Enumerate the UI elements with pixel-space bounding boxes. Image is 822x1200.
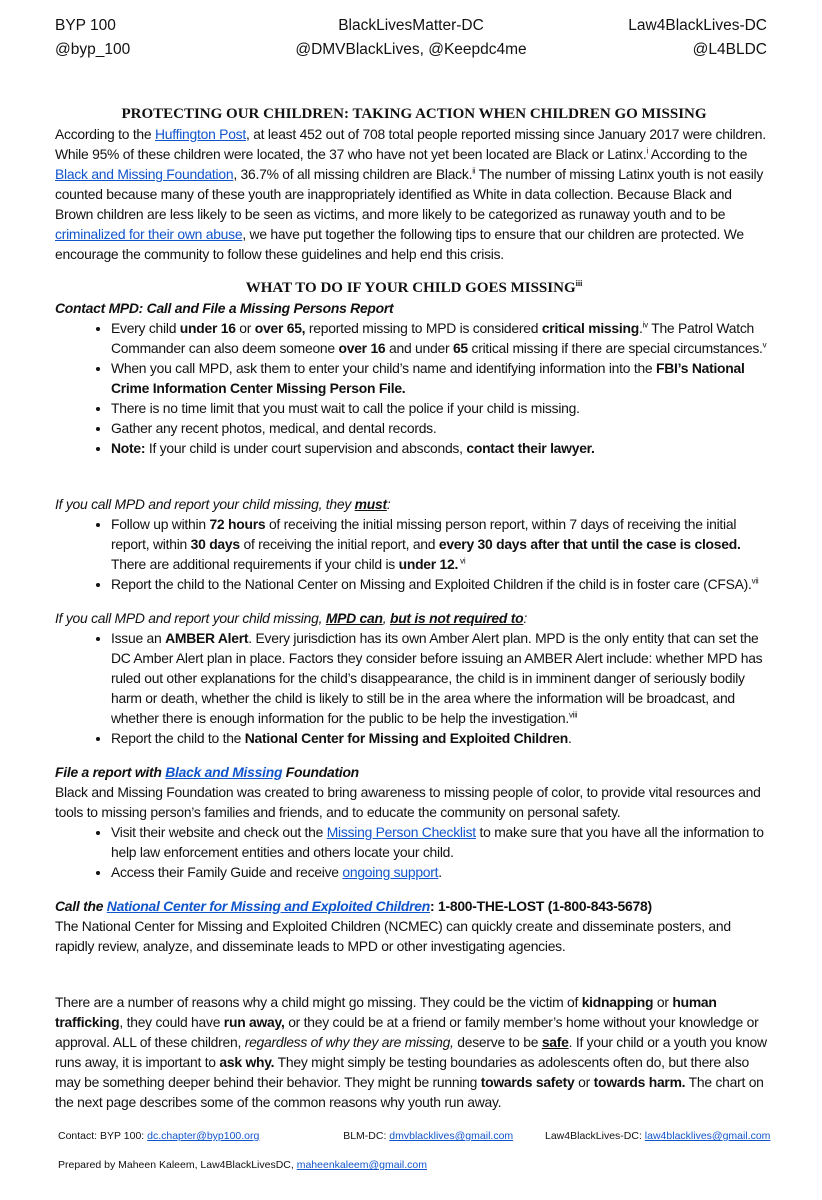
text-run: If you call MPD and report your child missing, xyxy=(55,610,326,626)
text-run: . Every jurisdiction has its own Amber Alert plan. MPD is the only entity that can set the DC Amber Alert plan in place. Factors they consider before issuing an AMBER Alert include: whether MPD has ruled out other explanations for the child’s disappearance, the child is in imminent danger of seriously bodily harm or death, whether the child is likely to still be in the area where the information will be broadcast, and whether there is enough information for the public to be help the investigation. xyxy=(111,630,763,726)
list-item xyxy=(111,398,773,418)
text-run: According to the xyxy=(55,126,155,142)
paragraph xyxy=(55,992,773,1112)
hyperlink[interactable]: National Center for Missing and Exploited Children xyxy=(106,898,431,914)
text-run: Black and Missing Foundation was created to bring awareness to missing people of color, to provide vital resources and tools to missing person’s families and friends, and to educate the community on personal safety. xyxy=(55,784,761,820)
footnote-marker: iii xyxy=(575,279,583,288)
text-run: , they could have xyxy=(119,1014,224,1030)
bullet-list xyxy=(55,628,773,748)
text-run: The Patrol Watch Commander can also deem someone xyxy=(111,320,755,356)
text-run: Contact MPD: Call and File a Missing Persons Report xyxy=(55,300,394,316)
spacer xyxy=(55,264,773,278)
text-run: If you call MPD and report your child missing, they xyxy=(55,496,355,512)
footer-prepared-email-link[interactable]: maheenkaleem@gmail.com xyxy=(296,1159,428,1171)
text-run: There is no time limit that you must wait to call the police if your child is missing. xyxy=(111,400,580,416)
footer-l4bl-label: Law4BlackLives-DC: xyxy=(545,1130,642,1142)
list-item xyxy=(111,438,773,458)
footer-prepared-text: Prepared by Maheen Kaleem, Law4BlackLivesDC, xyxy=(58,1159,294,1171)
text-run: over 16 xyxy=(338,340,386,356)
text-run: every 30 days after that until the case is closed. xyxy=(438,536,741,552)
text-run: . xyxy=(438,864,442,880)
text-run: but is not required to xyxy=(389,610,524,626)
text-run: . xyxy=(638,320,643,336)
bullet-list xyxy=(55,318,773,458)
text-run: towards safety xyxy=(480,1074,575,1090)
text-run: run away, xyxy=(223,1014,285,1030)
text-run: The number of missing Latinx youth is not easily counted because many of these youth are inappropriately identified as White in data collection. Because Black and Brown children are less likely to be seen as victims, and more likely to be categorized as runaway youth and to be xyxy=(55,166,764,222)
text-run: deserve to be xyxy=(453,1034,542,1050)
text-run: National Center for Missing and Exploited Children xyxy=(244,730,568,746)
text-run: under 16 xyxy=(179,320,236,336)
text-run: Every child xyxy=(111,320,180,336)
footer-byp-label: Contact: BYP 100: xyxy=(58,1130,145,1142)
list-item xyxy=(111,574,773,594)
text-run: Report the child to the xyxy=(111,730,245,746)
text-run: The chart on the next page describes some of the common reasons why youth run away. xyxy=(55,1074,764,1110)
text-run: over 65, xyxy=(254,320,306,336)
section-heading xyxy=(55,104,773,124)
text-run: or they could be at a friend or family member’s home without your knowledge or approval. ALL of these children, xyxy=(55,1014,759,1050)
text-run: There are additional requirements if your child is xyxy=(111,556,399,572)
text-run: critical missing if there are special circumstances. xyxy=(467,340,763,356)
text-run: to make sure that you have all the information to help law enforcement entities and others locate your child. xyxy=(111,824,764,860)
text-run: under 12. xyxy=(398,556,459,572)
text-run: ask why. xyxy=(219,1054,275,1070)
text-run: : xyxy=(386,496,391,512)
text-run: or xyxy=(235,320,255,336)
footnote-marker: ii xyxy=(472,166,476,176)
text-run: PROTECTING OUR CHILDREN: TAKING ACTION WHEN CHILDREN GO MISSING xyxy=(121,106,707,122)
footnote-marker: v xyxy=(762,340,767,350)
text-run: reported missing to MPD is considered xyxy=(305,320,542,336)
text-run: : 1-800-THE-LOST (1-800-843-5678) xyxy=(430,898,652,914)
text-run: Call the xyxy=(55,898,107,914)
text-run: If your child is under court supervision and absconds, xyxy=(145,440,467,456)
text-run: and under xyxy=(385,340,453,356)
list-item xyxy=(111,862,773,882)
text-run: . If your child or a youth you know runs away, it is important to xyxy=(55,1034,767,1070)
text-run: 65 xyxy=(452,340,468,356)
text-run: must xyxy=(354,496,387,512)
text-run: WHAT TO DO IF YOUR CHILD GOES MISSING xyxy=(245,280,576,296)
text-run: Foundation xyxy=(282,764,359,780)
paragraph xyxy=(55,494,773,514)
header-org: BYP 100 xyxy=(55,17,116,34)
text-run: contact their lawyer. xyxy=(466,440,595,456)
text-run: MPD can xyxy=(325,610,383,626)
text-run: Gather any recent photos, medical, and dental records. xyxy=(111,420,437,436)
text-run: or xyxy=(574,1074,594,1090)
header-right xyxy=(628,14,767,62)
list-item xyxy=(111,822,773,862)
header-handle: @DMVBlackLives, @Keepdc4me xyxy=(295,41,527,58)
document-body xyxy=(55,104,773,1112)
footer-contacts xyxy=(58,1130,770,1142)
paragraph xyxy=(55,124,773,264)
footnote-marker: iv xyxy=(642,320,648,330)
footnote-marker: vi xyxy=(458,556,466,566)
footer-byp-email-link[interactable]: dc.chapter@byp100.org xyxy=(147,1130,260,1142)
text-run: Note: xyxy=(111,440,146,456)
header-org: Law4BlackLives-DC xyxy=(628,17,767,34)
list-item xyxy=(111,418,773,438)
spacer xyxy=(55,594,773,608)
text-run: critical missing xyxy=(541,320,639,336)
text-run: Report the child to the National Center on Missing and Exploited Children if the child is in foster care (CFSA). xyxy=(111,576,752,592)
text-run: regardless of why they are missing, xyxy=(244,1034,454,1050)
header-handle: @L4BLDC xyxy=(692,41,767,58)
list-item xyxy=(111,628,773,728)
text-run: , xyxy=(382,610,390,626)
spacer xyxy=(55,458,773,494)
spacer xyxy=(55,748,773,762)
paragraph xyxy=(55,608,773,628)
text-run: kidnapping xyxy=(581,994,654,1010)
paragraph xyxy=(55,782,773,822)
header-handle: @byp_100 xyxy=(55,41,131,58)
hyperlink[interactable]: criminalized for their own abuse xyxy=(55,226,243,242)
text-run: There are a number of reasons why a child might go missing. They could be the victim of xyxy=(55,994,582,1010)
footnote-marker: i xyxy=(646,146,648,156)
text-run: of receiving the initial report, and xyxy=(239,536,439,552)
header-org: BlackLivesMatter-DC xyxy=(338,17,484,34)
text-run: . xyxy=(568,730,572,746)
list-item xyxy=(111,728,773,748)
hyperlink[interactable]: Black and Missing Foundation xyxy=(55,166,234,182)
text-run: Access their Family Guide and receive xyxy=(111,864,343,880)
text-run: , at least 452 out of 708 total people reported missing since January 2017 were children. While 95% of these children were located, the 37 who have not yet been located are Black or Latinx. xyxy=(55,126,766,162)
text-run: According to the xyxy=(647,146,748,162)
text-run: of receiving the initial missing person report, within 7 days of receiving the initial report, within xyxy=(111,516,737,552)
footnote-marker: vii xyxy=(751,576,759,586)
text-run: , we have put together the following tips to ensure that our children are protected. We encourage the community to follow these guidelines and help end this crisis. xyxy=(55,226,744,262)
text-run: File a report with xyxy=(55,764,166,780)
text-run: They might simply be testing boundaries as adolescents often do, but there also may be something deeper behind their behavior. They might be running xyxy=(55,1054,749,1090)
paragraph xyxy=(55,916,773,956)
text-run: Follow up within xyxy=(111,516,210,532)
footer-blm-label: BLM-DC: xyxy=(343,1130,387,1142)
text-run: AMBER Alert xyxy=(165,630,249,646)
text-run: , 36.7% of all missing children are Black. xyxy=(233,166,473,182)
footer-l4bl-email-link[interactable]: law4blacklives@gmail.com xyxy=(644,1130,771,1142)
text-run: When you call MPD, ask them to enter your child’s name and identifying information into the xyxy=(111,360,657,376)
footnote-marker: viii xyxy=(569,710,578,720)
subheading xyxy=(55,896,773,916)
bullet-list xyxy=(55,514,773,594)
subheading xyxy=(55,762,773,782)
text-run: 30 days xyxy=(190,536,240,552)
text-run: FBI’s National Crime Information Center Missing Person File. xyxy=(111,360,745,396)
text-run: towards harm. xyxy=(593,1074,686,1090)
text-run: human trafficking xyxy=(55,994,717,1030)
list-item xyxy=(111,514,773,574)
footer-blm-email-link[interactable]: dmvblacklives@gmail.com xyxy=(389,1130,514,1142)
text-run: 72 hours xyxy=(209,516,266,532)
text-run: or xyxy=(653,994,673,1010)
hyperlink[interactable]: ongoing support xyxy=(342,864,439,880)
text-run: The National Center for Missing and Exploited Children (NCMEC) can quickly create and disseminate posters, and rapidly review, analyze, and disseminate leads to MPD or other investigating agencies. xyxy=(55,918,731,954)
section-heading xyxy=(55,278,773,298)
list-item xyxy=(111,358,773,398)
hyperlink[interactable]: Black and Missing xyxy=(165,764,283,780)
list-item xyxy=(111,318,773,358)
spacer xyxy=(55,882,773,896)
text-run: Issue an xyxy=(111,630,166,646)
text-run: Visit their website and check out the xyxy=(111,824,327,840)
spacer xyxy=(55,956,773,992)
footer-prepared xyxy=(58,1159,427,1171)
text-run: safe xyxy=(541,1034,569,1050)
bullet-list xyxy=(55,822,773,882)
subheading xyxy=(55,298,773,318)
hyperlink[interactable]: Missing Person Checklist xyxy=(326,824,476,840)
text-run: : xyxy=(523,610,527,626)
hyperlink[interactable]: Huffington Post xyxy=(155,126,246,142)
